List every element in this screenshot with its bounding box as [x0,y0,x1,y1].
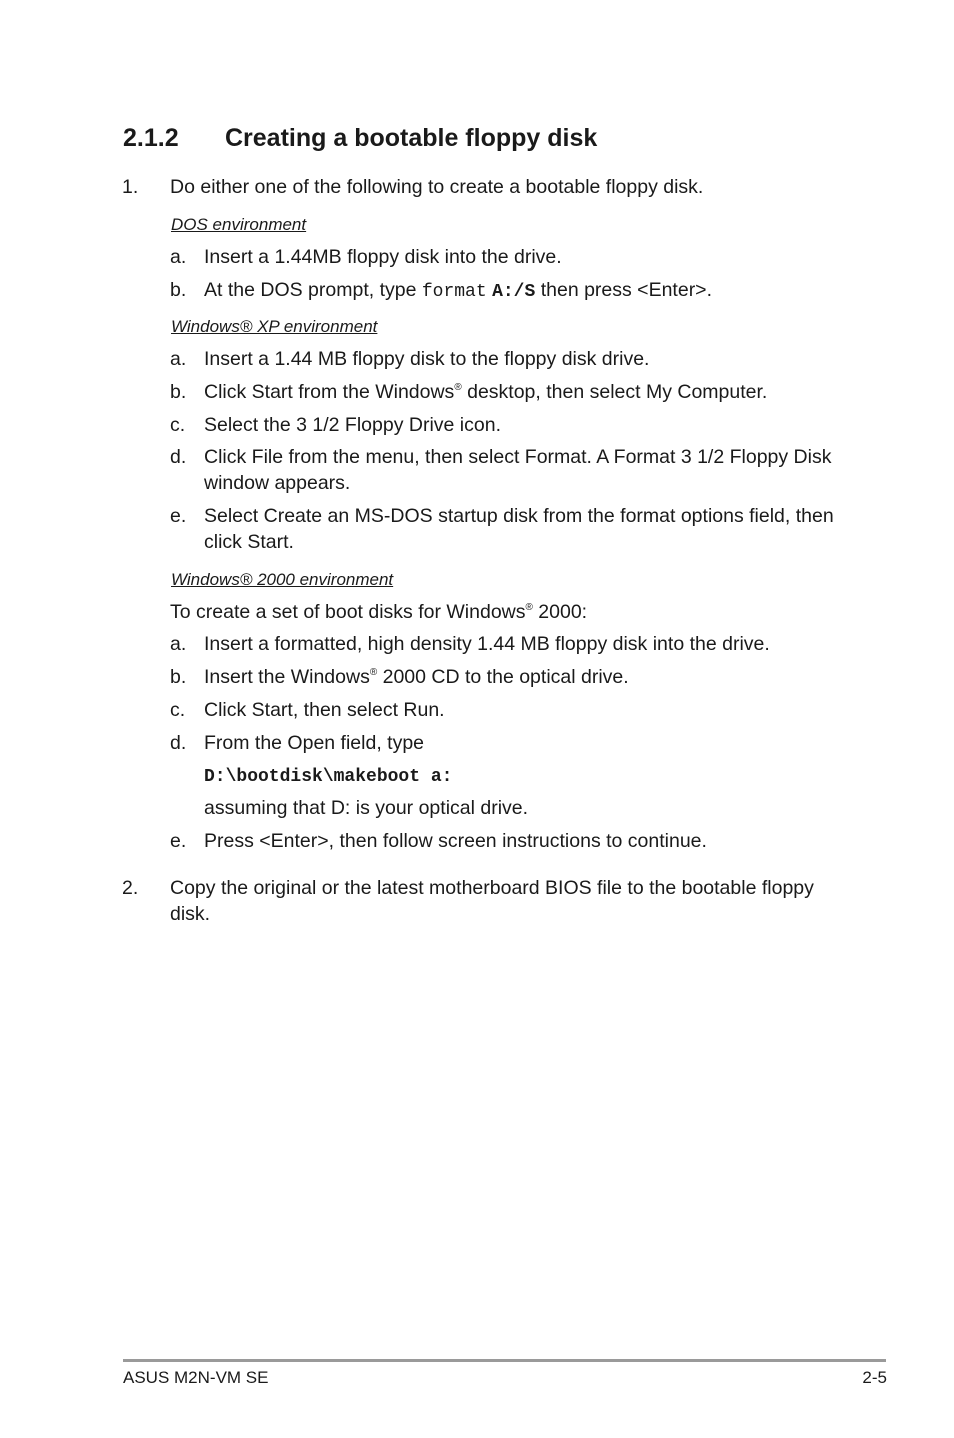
xp-item-b-pre: Click Start from the Windows [204,381,455,403]
w2000-item-a-text: Insert a formatted, high density 1.44 MB floppy disk into the drive. [204,633,770,655]
w2000-intro-pre: To create a set of boot disks for Windows [170,601,526,623]
xp-item-d-line1: Click File from the menu, then select Format. A Format 3 1/2 Floppy Disk [204,446,832,468]
xp-item-b-letter: b. [170,381,187,403]
w2000-item-b-pre: Insert the Windows [204,666,370,688]
w2000-intro-post: 2000: [532,601,588,623]
w2000-item-c-text: Click Start, then select Run. [204,699,445,721]
footer-page-number: 2-5 [862,1368,887,1387]
xp-item-b-post: desktop, then select My Computer. [461,381,768,403]
xp-environment-heading: Windows® XP environment [171,317,378,336]
w2000-item-a-letter: a. [170,633,187,655]
step-1-text: Do either one of the following to create a bootable floppy disk. [170,176,704,198]
registered-mark: ® [525,602,533,613]
w2000-item-e-letter: e. [170,830,187,852]
registered-mark: ® [454,382,462,393]
w2000-item-b-letter: b. [170,666,187,688]
footer-divider [123,1359,886,1362]
dos-item-b [204,279,712,302]
step-2-number: 2. [122,877,139,899]
w2000-item-b-post: 2000 CD to the optical drive. [377,666,629,688]
dos-item-a-letter: a. [170,246,187,268]
xp-item-a-letter: a. [170,348,187,370]
w2000-item-e-text: Press <Enter>, then follow screen instructions to continue. [204,830,707,852]
dos-item-b-letter: b. [170,279,187,301]
w2000-intro [170,601,587,624]
xp-item-e-letter: e. [170,505,187,527]
dos-environment-heading: DOS environment [171,215,307,234]
dos-item-a-text: Insert a 1.44MB floppy disk into the drive. [204,246,562,268]
step-1-number: 1. [122,176,139,198]
step-2-line1: Copy the original or the latest motherboard BIOS file to the bootable floppy [170,877,814,899]
w2000-item-b [204,666,629,689]
section-title: Creating a bootable floppy disk [225,124,598,152]
format-argument: A:/S [492,282,536,302]
xp-item-e-line1: Select Create an MS-DOS startup disk from the format options field, then [204,505,834,527]
xp-item-c-letter: c. [170,414,186,436]
section-number: 2.1.2 [123,124,179,152]
w2000-item-d-letter: d. [170,732,187,754]
w2000-item-c-letter: c. [170,699,186,721]
xp-item-d-letter: d. [170,446,187,468]
w2000-item-d-text: From the Open field, type [204,732,425,754]
footer-product-name: ASUS M2N-VM SE [123,1368,269,1387]
w2000-environment-heading: Windows® 2000 environment [171,570,394,589]
dos-item-b-post: then press <Enter>. [535,279,712,301]
xp-item-d-line2: window appears. [204,472,351,494]
xp-item-e-line2: click Start. [204,531,294,553]
registered-mark: ® [369,667,378,678]
w2000-item-d-note: assuming that D: is your optical drive. [204,797,529,819]
format-command: format [421,282,487,302]
xp-item-c-text: Select the 3 1/2 Floppy Drive icon. [204,414,501,436]
xp-item-a-text: Insert a 1.44 MB floppy disk to the floppy disk drive. [204,348,650,370]
step-2-line2: disk. [170,903,211,925]
xp-item-b [204,381,767,404]
makeboot-command: D:\bootdisk\makeboot a: [204,767,453,787]
dos-item-b-pre: At the DOS prompt, type [204,279,422,301]
